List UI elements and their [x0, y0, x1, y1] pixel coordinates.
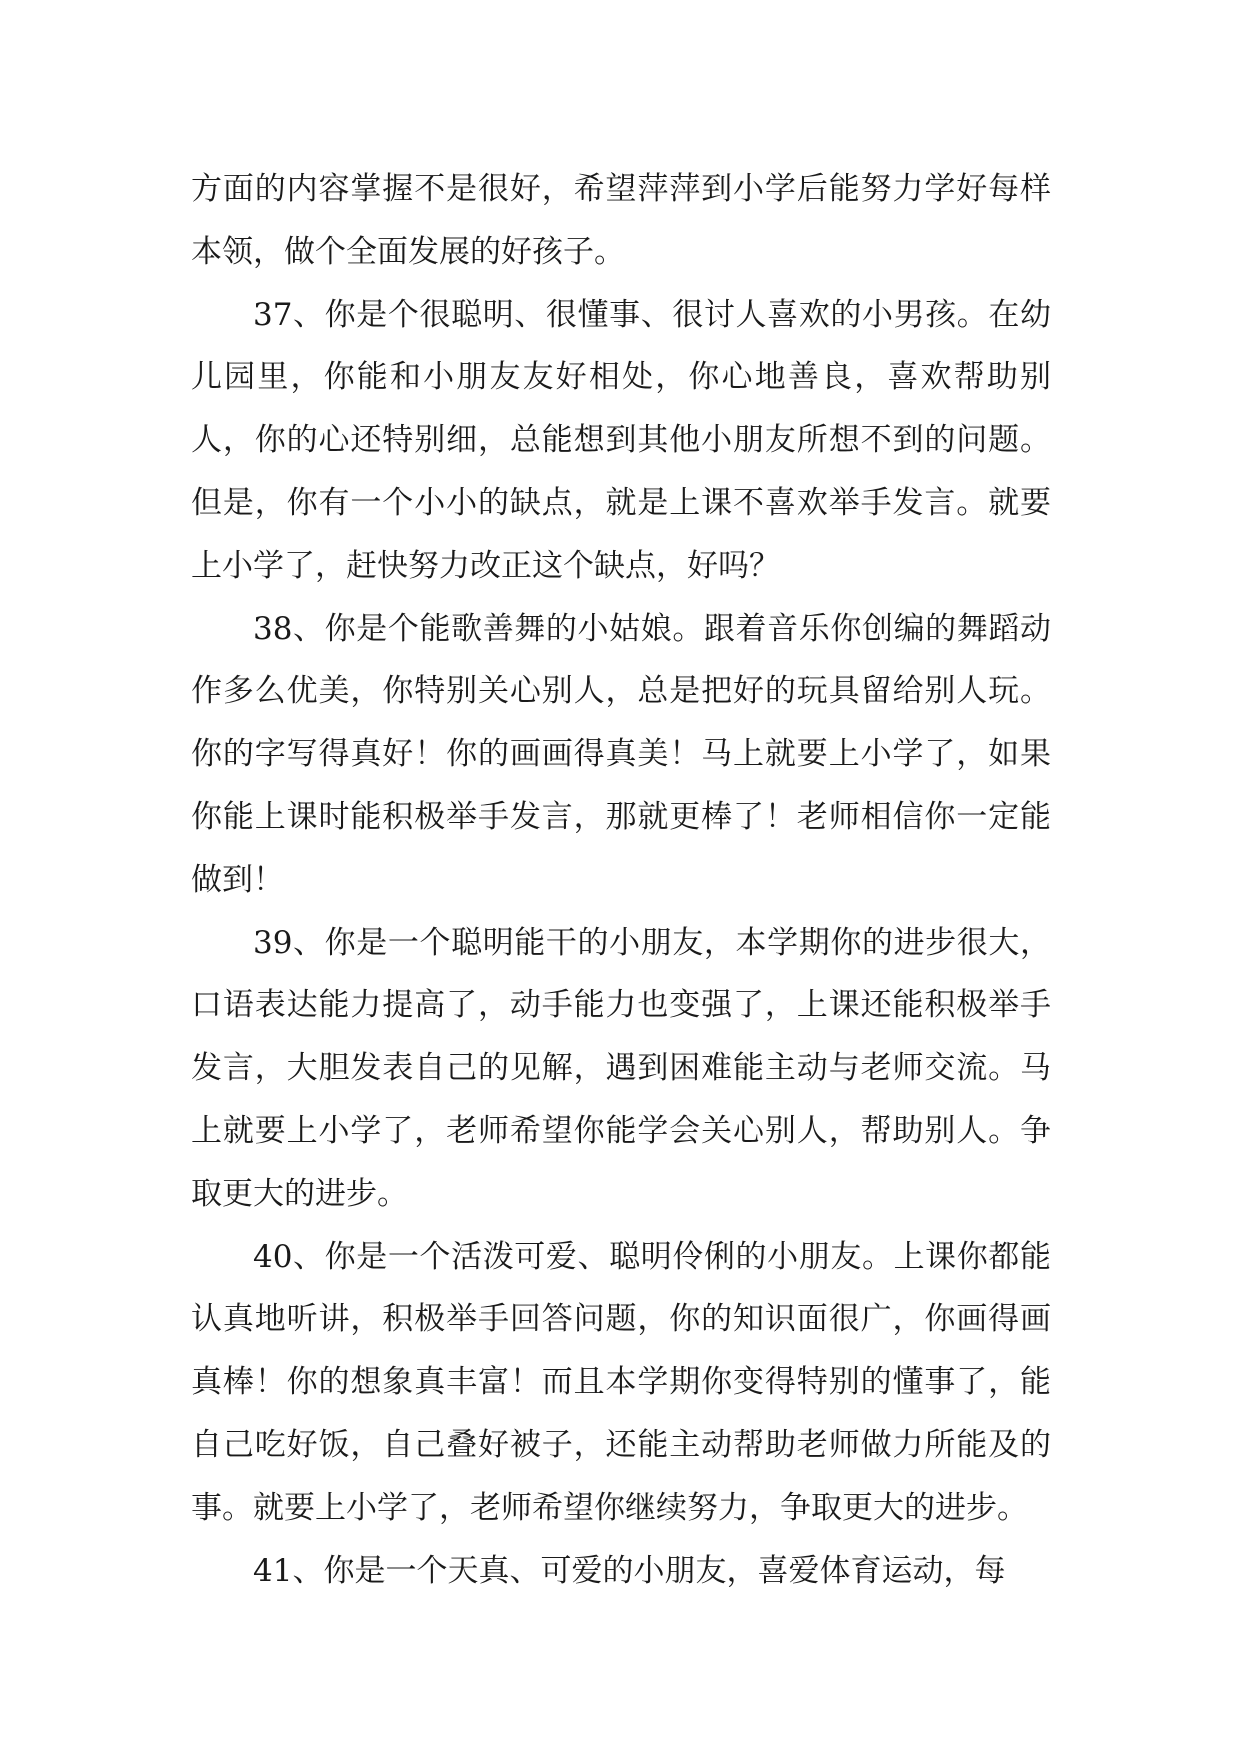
paragraph-41-start: 41、你是一个天真、可爱的小朋友，喜爱体育运动，每 — [253, 1552, 1006, 1589]
paragraph-38: 38、你是个能歌善舞的小姑娘。跟着音乐你创编的舞蹈动作多么优美，你特别关心别人，总是把好的玩具留给别人玩。你的字写得真好！你的画画得真美！马上就要上小学了，如果你能上课时能积极举手发言，那就更棒了！老师相信你一定能做到！ — [191, 610, 1051, 898]
document-body — [191, 158, 1051, 1602]
paragraph-39: 39、你是一个聪明能干的小朋友，本学期你的进步很大，口语表达能力提高了，动手能力也变强了，上课还能积极举手发言，大胆发表自己的见解，遇到困难能主动与老师交流。马上就要上小学了，老师希望你能学会关心别人，帮助别人。争取更大的进步。 — [191, 924, 1051, 1212]
paragraph-40: 40、你是一个活泼可爱、聪明伶俐的小朋友。上课你都能认真地听讲，积极举手回答问题，你的知识面很广，你画得画真棒！你的想象真丰富！而且本学期你变得特别的懂事了，能自己吃好饭，自己叠好被子，还能主动帮助老师做力所能及的事。就要上小学了，老师希望你继续努力，争取更大的进步。 — [191, 1238, 1051, 1526]
paragraph-36-continued: 方面的内容掌握不是很好，希望萍萍到小学后能努力学好每样本领，做个全面发展的好孩子。 — [191, 171, 1051, 270]
paragraph-37: 37、你是个很聪明、很懂事、很讨人喜欢的小男孩。在幼儿园里，你能和小朋友友好相处，你心地善良，喜欢帮助别人，你的心还特别细，总能想到其他小朋友所想不到的问题。但是，你有一个小小的缺点，就是上课不喜欢举手发言。就要上小学了，赶快努力改正这个缺点，好吗？ — [191, 296, 1051, 584]
